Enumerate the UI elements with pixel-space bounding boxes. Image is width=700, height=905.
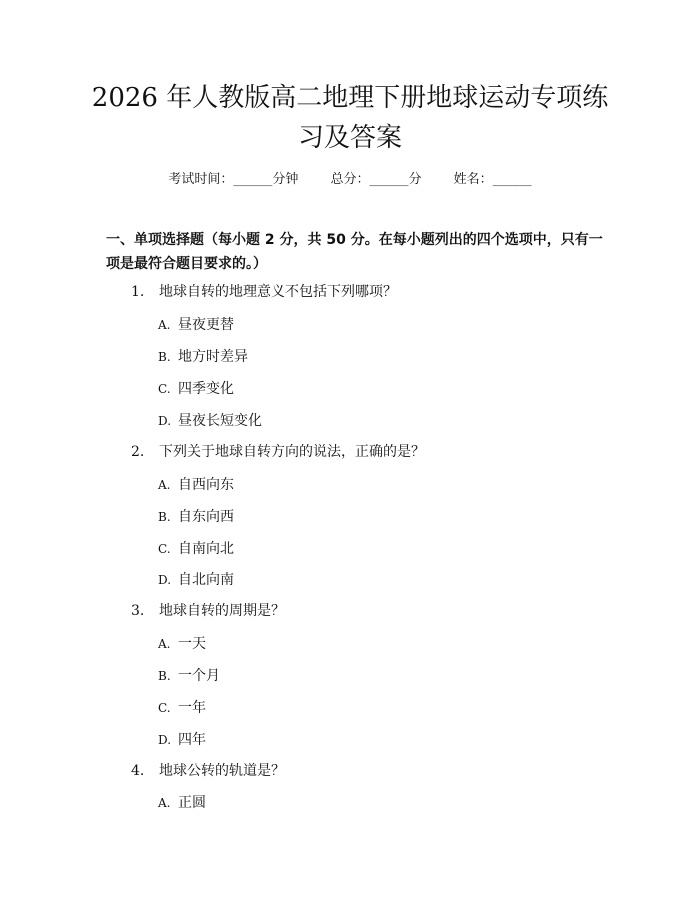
option-3c: [158, 697, 206, 717]
option-2b: [158, 506, 234, 526]
option-letter: C.: [158, 382, 171, 396]
option-2a: [158, 474, 234, 494]
option-letter: D.: [158, 733, 172, 747]
option-3a: [158, 633, 206, 653]
option-letter: C.: [158, 542, 171, 556]
option-4a: [158, 792, 206, 812]
option-text: 一个月: [178, 668, 220, 684]
title-line-2: 习及答案: [297, 123, 402, 153]
option-text: 昼夜更替: [178, 317, 234, 333]
question-3: [131, 600, 285, 620]
question-2: [131, 441, 425, 461]
option-text: 地方时差异: [178, 349, 248, 365]
option-text: 自西向东: [178, 477, 234, 493]
option-letter: B.: [158, 510, 171, 524]
option-letter: B.: [158, 669, 171, 683]
section-heading: 一、单项选择题（每小题 2 分，共 50 分。在每小题列出的四个选项中，只有一项是最符合题目要求的。）: [106, 232, 603, 272]
option-1c: [158, 378, 234, 398]
option-text: 四年: [178, 732, 206, 748]
option-1b: [158, 346, 248, 366]
option-text: 昼夜长短变化: [178, 413, 262, 429]
question-number: 3.: [131, 603, 145, 619]
option-text: 自北向南: [178, 572, 234, 588]
option-2d: [158, 569, 234, 589]
question-text: 地球自转的地理意义不包括下列哪项？: [159, 284, 397, 300]
question-text: 下列关于地球自转方向的说法，正确的是？: [159, 444, 425, 460]
option-letter: A.: [158, 796, 171, 810]
question-number: 2.: [131, 444, 145, 460]
page-title: [70, 78, 630, 158]
option-letter: B.: [158, 350, 171, 364]
option-text: 自南向北: [178, 541, 234, 557]
option-letter: A.: [158, 637, 171, 651]
option-3b: [158, 665, 220, 685]
option-letter: A.: [158, 478, 171, 492]
exam-time: 考试时间：______分钟: [168, 172, 299, 187]
option-text: 正圆: [178, 795, 206, 811]
option-letter: D.: [158, 573, 172, 587]
option-3d: [158, 729, 206, 749]
option-text: 一年: [178, 700, 206, 716]
option-text: 一天: [178, 636, 206, 652]
question-number: 4.: [131, 763, 145, 779]
exam-name-field: 姓名：______: [453, 172, 532, 187]
option-letter: C.: [158, 701, 171, 715]
option-letter: A.: [158, 318, 171, 332]
question-1: [131, 281, 397, 301]
question-text: 地球自转的周期是？: [159, 603, 285, 619]
option-text: 自东向西: [178, 509, 234, 525]
exam-meta: [0, 168, 700, 187]
option-2c: [158, 538, 234, 558]
exam-total-score: 总分：______分: [330, 172, 422, 187]
option-1a: [158, 314, 234, 334]
option-text: 四季变化: [178, 381, 234, 397]
question-4: [131, 760, 285, 780]
option-1d: [158, 410, 262, 430]
option-letter: D.: [158, 414, 172, 428]
question-number: 1.: [131, 284, 145, 300]
title-line-1: 2026 年人教版高二地理下册地球运动专项练: [91, 83, 609, 113]
question-text: 地球公转的轨道是？: [159, 763, 285, 779]
